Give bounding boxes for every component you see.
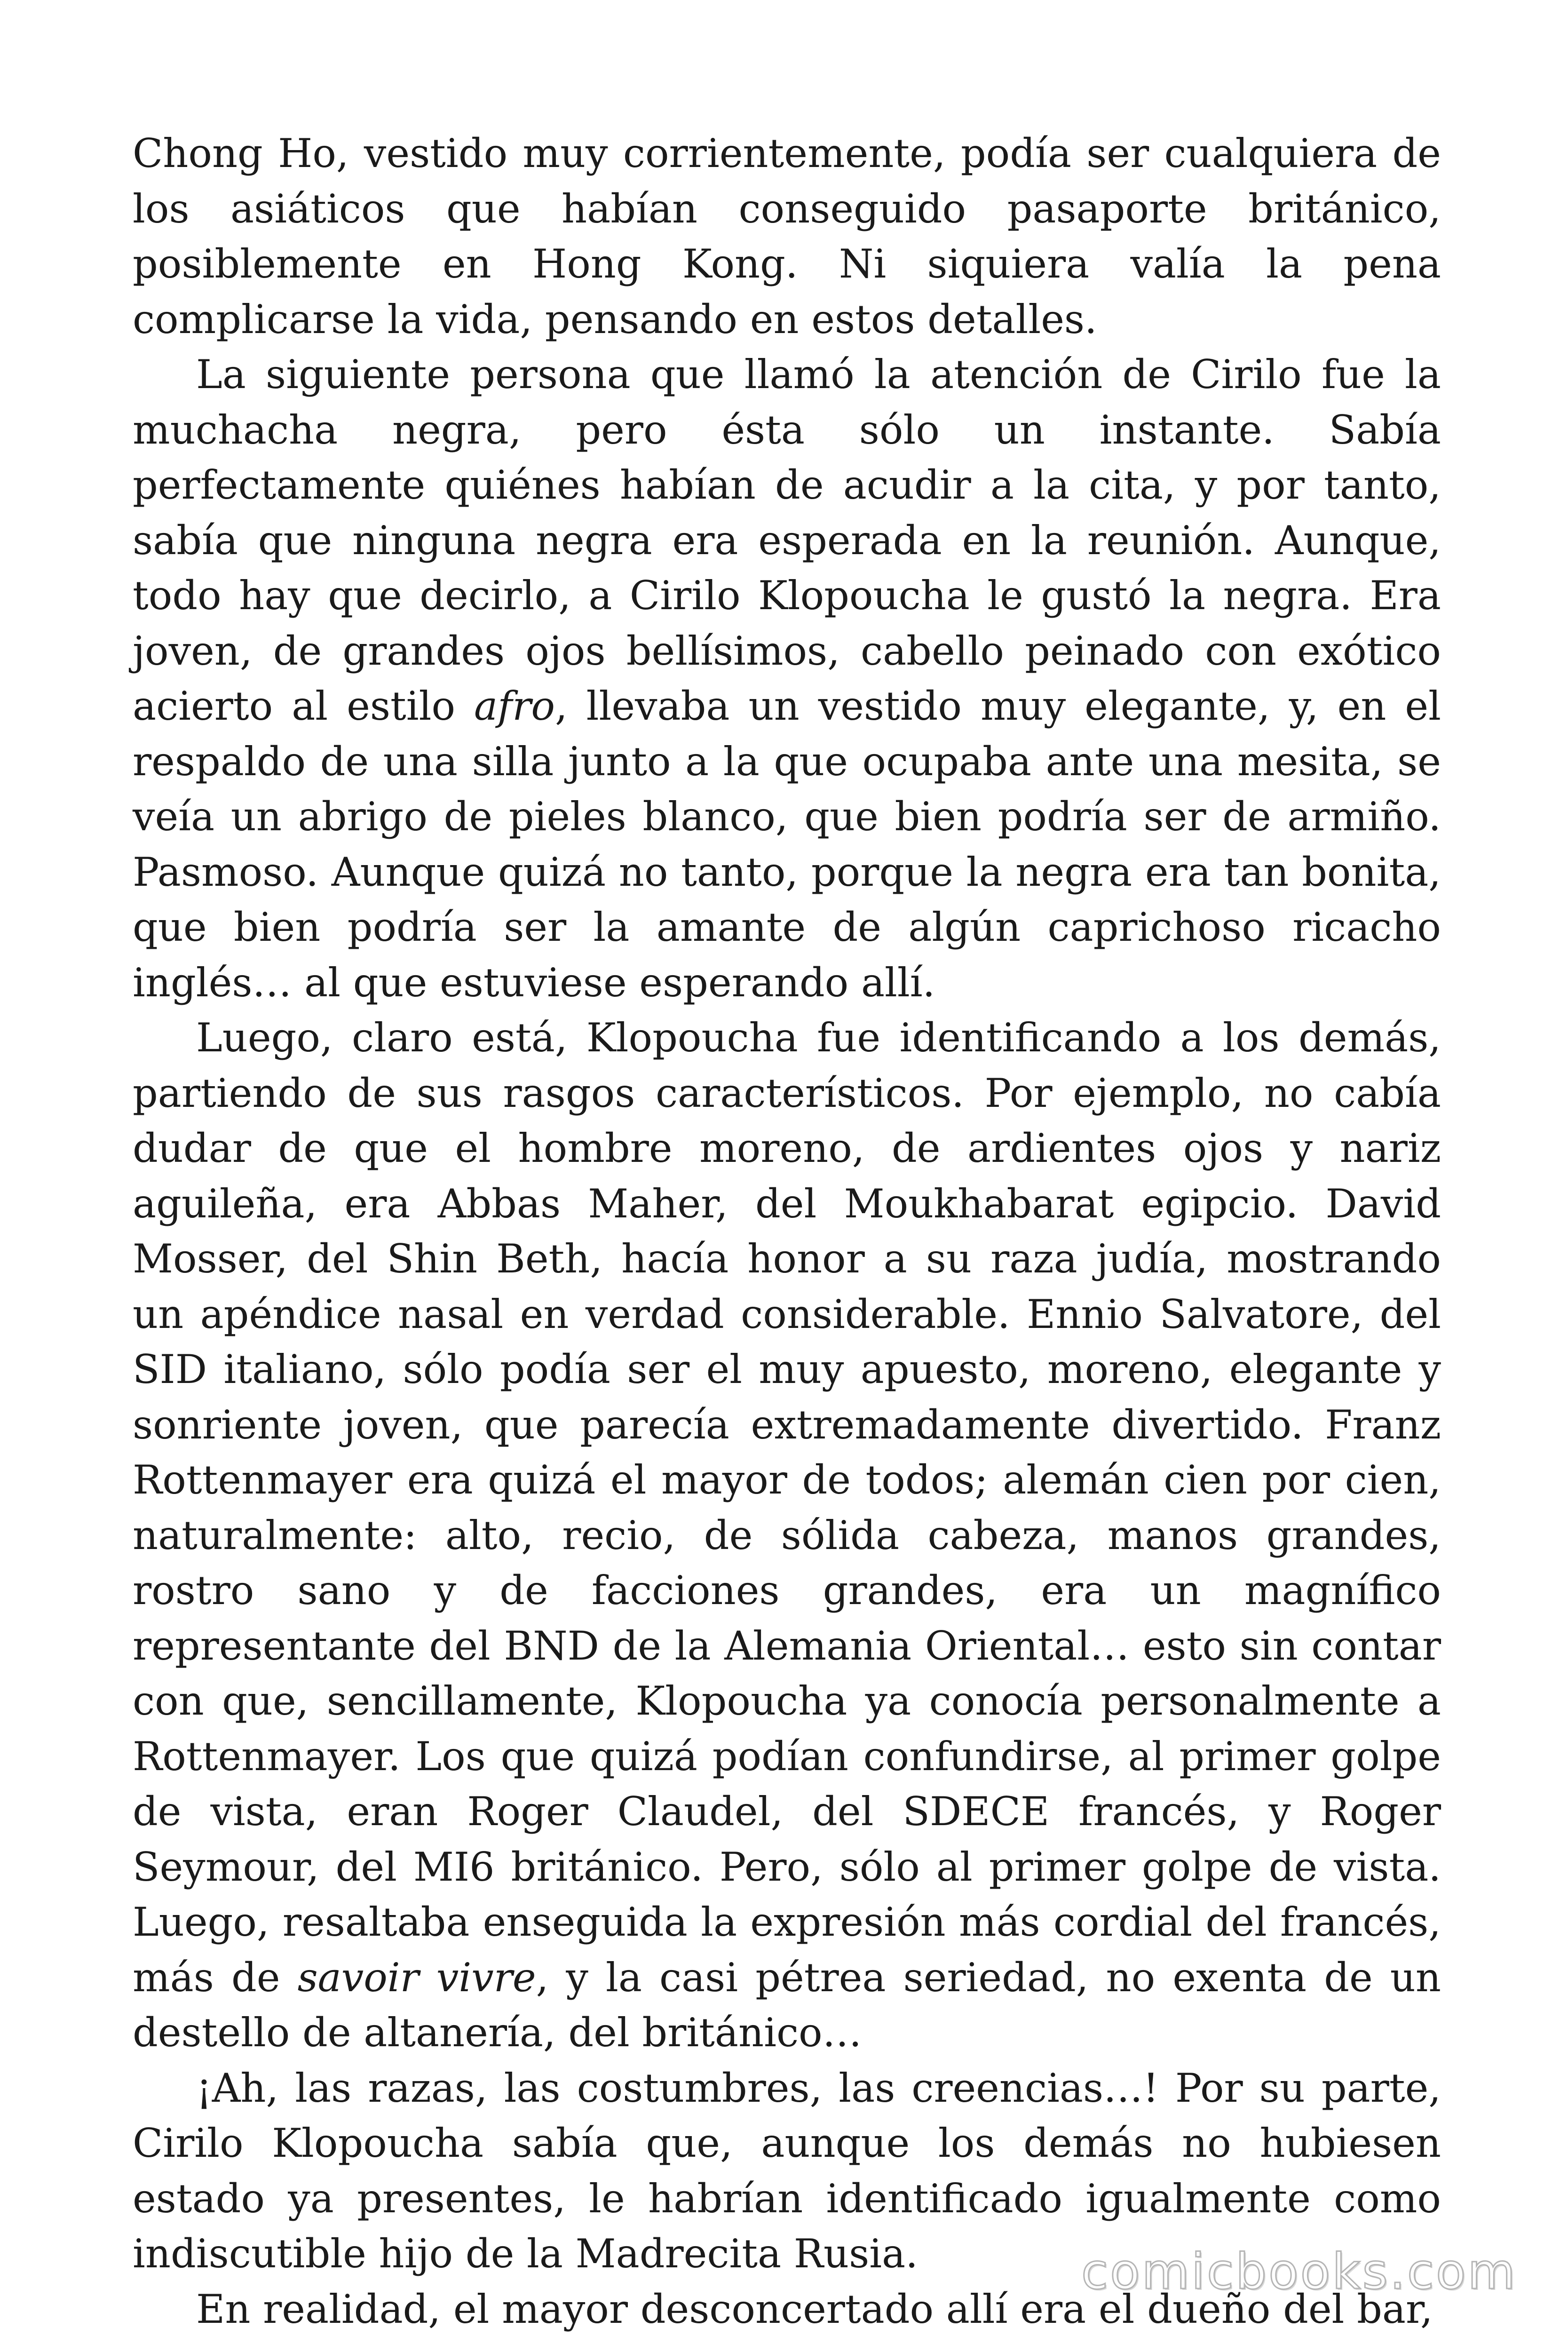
text-segment: Chong Ho, vestido muy corrientemente, podía ser cualquiera de los asiáticos que habían conseguido pasaporte británico, posiblemente en Hong Kong. Ni siquiera valía la pena complicarse la vida, pensando en estos detalles.	[133, 130, 1441, 342]
text-segment: La siguiente persona que llamó la atención de Cirilo fue la muchacha negra, pero ésta sólo un instante. Sabía perfectamente quiénes habían de acudir a la cita, y por tanto, sabía que ninguna negra era esperada en la reunión. Aunque, todo hay que decirlo, a Cirilo Klopoucha le gustó la negra. Era joven, de grandes ojos bellísimos, cabello peinado con exótico acierto al estilo	[133, 351, 1441, 729]
text-segment: , llevaba un vestido muy elegante, y, en el respaldo de una silla junto a la que ocupaba ante una mesita, se veía un abrigo de pieles blanco, que bien podría ser de armiño. Pasmoso. Aunque quizá no tanto, porque la negra era tan bonita, que bien podría ser la amante de algún caprichoso ricacho inglés… al que estuviese esperando allí.	[133, 683, 1441, 1006]
italic-term-savoir-vivre: savoir vivre	[297, 1954, 536, 2001]
paragraph-1	[133, 126, 1441, 347]
text-segment: , y la casi pétrea seriedad, no exenta de un destello de altanería, del británico…	[133, 1954, 1441, 2056]
paragraph-2	[133, 347, 1441, 1010]
italic-term-afro: afro	[474, 683, 555, 729]
text-segment: Luego, claro está, Klopoucha fue identificando a los demás, partiendo de sus rasgos característicos. Por ejemplo, no cabía dudar de que el hombre moreno, de ardientes ojos y nariz aguileña, era Abbas Maher, del Moukhabarat egipcio. David Mosser, del Shin Beth, hacía honor a su raza judía, mostrando un apéndice nasal en verdad considerable. Ennio Salvatore, del SID italiano, sólo podía ser el muy apuesto, moreno, elegante y sonriente joven, que parecía extremadamente divertido. Franz Rottenmayer era quizá el mayor de todos; alemán cien por cien, naturalmente: alto, recio, de sólida cabeza, manos grandes, rostro sano y de facciones grandes, era un magnífico representante del BND de la Alemania Oriental… esto sin contar con que, sencillamente, Klopoucha ya conocía personalmente a Rottenmayer. Los que quizá podían confundirse, al primer golpe de vista, eran Roger Claudel, del SDECE francés, y Roger Seymour, del MI6 británico. Pero, sólo al primer golpe de vista. Luego, resaltaba enseguida la expresión más cordial del francés, más de	[133, 1015, 1441, 2001]
body-text	[133, 126, 1441, 2337]
watermark-logo: comicbooks.com	[1081, 2243, 1517, 2300]
text-segment: En realidad, el mayor desconcertado allí era el dueño del bar,	[196, 2286, 1433, 2332]
paragraph-3	[133, 1010, 1441, 2061]
text-segment: ¡Ah, las razas, las costumbres, las creencias…! Por su parte, Cirilo Klopoucha sabía que, aunque los demás no hubiesen estado ya presentes, le habrían identificado igualmente como indiscutible hijo de la Madrecita Rusia.	[133, 2065, 1441, 2277]
